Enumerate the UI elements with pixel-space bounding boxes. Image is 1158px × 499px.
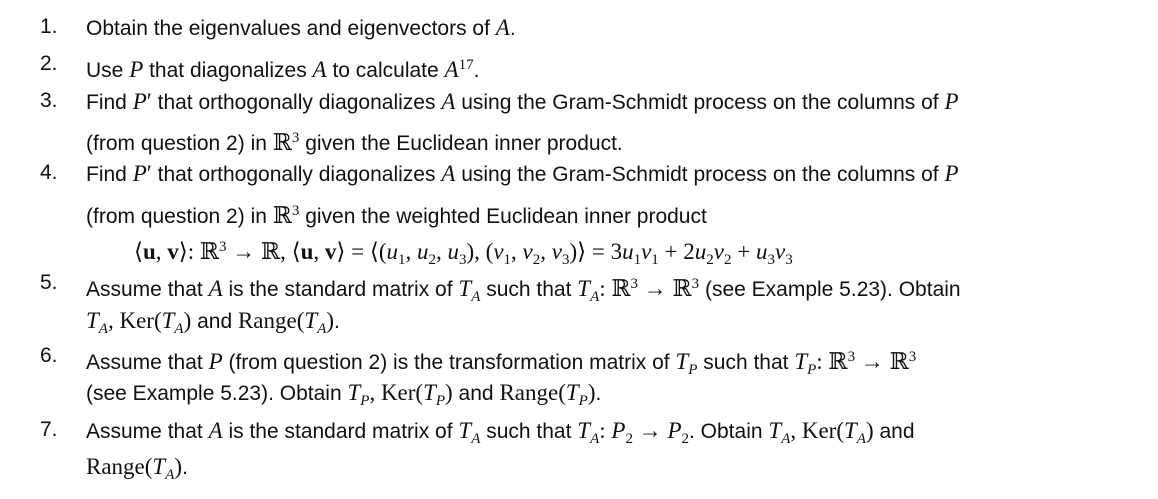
text-run: (from question 2) in <box>86 205 273 228</box>
math-run: ⟩ = ⟨( <box>336 239 387 264</box>
math-run: ) <box>183 308 192 333</box>
text-run: to calculate <box>326 59 445 82</box>
math-run: P <box>807 362 817 379</box>
item-2-number: 2. <box>40 52 58 75</box>
math-run: A <box>444 57 459 82</box>
text-run: (see Example 5.23). Obtain <box>699 278 961 301</box>
item-6-line-1 <box>86 344 916 383</box>
text-run: . Obtain <box>689 420 769 443</box>
math-run: 3 <box>219 239 227 255</box>
item-4-line-1 <box>86 161 959 188</box>
math-run: P <box>611 418 626 443</box>
text-run: . <box>182 456 188 479</box>
item-4-line-2 <box>86 198 707 230</box>
math-run: v <box>493 239 504 264</box>
math-run: 3 <box>908 349 917 365</box>
math-run: → ℝ <box>855 349 909 374</box>
math-run: ⟨ <box>134 239 143 264</box>
text-run: such that <box>697 351 795 374</box>
item-1-number: 1. <box>40 15 58 38</box>
math-run: ) <box>587 380 596 405</box>
item-7-line-1 <box>86 418 915 452</box>
math-run: A <box>441 89 456 114</box>
text-run: using the Gram-Schmidt process on the columns of <box>455 91 945 114</box>
math-run: T <box>675 349 689 374</box>
math-run: , Ker( <box>369 380 424 405</box>
math-run: v <box>167 239 179 264</box>
math-run: 17 <box>458 57 474 73</box>
item-6-line-2 <box>86 380 601 414</box>
math-run: 2 <box>706 252 714 269</box>
math-run: → ℝ, ⟨ <box>226 239 301 264</box>
math-run: ′ <box>146 89 152 114</box>
math-run: A <box>495 15 510 40</box>
math-run: 2 <box>724 252 732 269</box>
text-run: and <box>452 382 500 405</box>
math-run: P <box>360 393 370 410</box>
math-run: T <box>565 380 579 405</box>
text-run: that orthogonally diagonalizes <box>151 163 442 186</box>
math-run: A <box>208 418 223 443</box>
math-run: 3 <box>785 252 793 269</box>
math-run: 3 <box>767 252 775 269</box>
math-run: 2 <box>625 431 633 448</box>
math-run: T <box>423 380 436 405</box>
math-run: : <box>599 418 612 443</box>
text-run: (from question 2) is the transformation matrix of <box>222 351 676 374</box>
text-run: Obtain the eigenvalues and eigenvectors of <box>86 17 496 40</box>
math-run: u <box>755 239 768 264</box>
math-run: 3 <box>291 130 300 146</box>
math-run: 3 <box>630 276 638 292</box>
math-run: P <box>132 89 147 114</box>
math-run: , Ker( <box>790 418 844 443</box>
text-run: . <box>334 310 340 333</box>
text-run: (from question 2) in <box>86 132 273 155</box>
text-run: such that <box>480 278 578 301</box>
math-run: v <box>551 239 562 264</box>
math-run: : ℝ <box>599 276 631 301</box>
math-run: v <box>774 239 786 264</box>
math-run: T <box>161 308 175 333</box>
math-run: u <box>447 239 459 264</box>
math-run: T <box>458 276 472 301</box>
math-run: → ℝ <box>638 276 692 301</box>
item-5-line-1 <box>86 271 961 310</box>
item-3-number: 3. <box>40 89 58 112</box>
math-run: 2 <box>532 252 541 269</box>
math-run: 1 <box>651 252 659 269</box>
text-run: that diagonalizes <box>143 59 313 82</box>
math-run: , <box>313 239 325 264</box>
math-run: T <box>86 308 99 333</box>
math-run: 3 <box>847 349 856 365</box>
text-run: Assume that <box>86 278 209 301</box>
math-run: Range( <box>499 380 566 405</box>
text-run: given the Euclidean inner product. <box>299 132 623 155</box>
math-run: u <box>142 239 156 264</box>
math-run: A <box>441 161 456 186</box>
math-run: , <box>511 239 523 264</box>
item-7-number: 7. <box>40 418 58 441</box>
text-run: and <box>873 420 915 443</box>
math-run: )⟩ = 3 <box>569 239 623 264</box>
math-run: ), ( <box>466 239 494 264</box>
math-run: ) <box>865 418 874 443</box>
math-run: v <box>713 239 724 264</box>
math-run: u <box>386 239 398 264</box>
text-run: Find <box>86 91 133 114</box>
math-run: A <box>174 321 184 338</box>
math-run: , <box>540 239 552 264</box>
math-run: T <box>577 418 591 443</box>
item-6-number: 6. <box>40 344 58 367</box>
item-5-line-2 <box>86 308 340 342</box>
math-run: Range( <box>86 454 153 479</box>
item-1-line-1 <box>86 15 516 42</box>
math-run: , <box>405 239 417 264</box>
math-run: A <box>98 321 108 338</box>
math-run: A <box>317 321 327 338</box>
math-run: v <box>324 239 337 264</box>
math-run: v <box>641 239 652 264</box>
math-run: A <box>781 431 791 448</box>
text-run: . <box>473 59 480 82</box>
math-run: , Ker( <box>107 308 162 333</box>
math-run: T <box>304 308 318 333</box>
math-run: P <box>667 418 682 443</box>
math-run: P <box>944 161 959 186</box>
math-run: T <box>768 418 782 443</box>
math-run: T <box>577 276 591 301</box>
math-run: 3 <box>458 252 467 269</box>
math-run: u <box>694 239 707 264</box>
item-5-number: 5. <box>40 271 58 294</box>
text-run: is the standard matrix of <box>222 420 459 443</box>
math-run: P <box>208 349 223 374</box>
math-run: A <box>471 289 481 306</box>
math-run: ⟩: ℝ <box>178 239 220 264</box>
text-run: (see Example 5.23). Obtain <box>86 382 348 405</box>
text-run: given the weighted Euclidean inner product <box>299 205 707 228</box>
math-run: P <box>435 393 446 410</box>
text-run: Use <box>86 59 130 82</box>
math-run: u <box>416 239 429 264</box>
text-run: Assume that <box>86 351 209 374</box>
math-run: ′ <box>146 161 152 186</box>
math-run: u <box>300 239 314 264</box>
text-run: . <box>595 382 602 405</box>
math-run: + <box>731 239 756 264</box>
math-run: A <box>165 467 175 484</box>
math-run: ) <box>326 308 335 333</box>
math-run: T <box>458 418 472 443</box>
math-run: u <box>622 239 634 264</box>
item-3-line-2 <box>86 125 623 157</box>
math-run: 1 <box>633 252 642 269</box>
math-run: A <box>312 57 327 82</box>
math-run: ) <box>174 454 183 479</box>
math-run: P <box>129 57 144 82</box>
math-run: + 2 <box>658 239 695 264</box>
math-run: T <box>844 418 857 443</box>
math-run: A <box>590 431 600 448</box>
text-run: that orthogonally diagonalizes <box>151 91 442 114</box>
math-run: , <box>435 239 448 264</box>
math-run: : ℝ <box>816 349 848 374</box>
math-run: T <box>794 349 808 374</box>
math-run: T <box>152 454 166 479</box>
math-run: v <box>522 239 533 264</box>
text-run: using the Gram-Schmidt process on the columns of <box>455 163 945 186</box>
weighted-inner-product-formula <box>134 234 793 273</box>
math-run: P <box>578 393 588 410</box>
math-run: ℝ <box>272 130 292 155</box>
math-run: 3 <box>561 252 570 269</box>
math-run: → <box>632 418 668 443</box>
math-run: T <box>347 380 361 405</box>
math-run: ) <box>445 380 453 405</box>
item-3-line-1 <box>86 89 959 116</box>
math-run: 1 <box>397 252 406 269</box>
math-run: , <box>155 239 168 264</box>
text-run: such that <box>480 420 578 443</box>
math-run: Range( <box>237 308 305 333</box>
text-run: Find <box>86 163 133 186</box>
item-2-line-1 <box>86 52 479 84</box>
item-7-line-2 <box>86 454 188 488</box>
text-run: and <box>191 310 238 333</box>
math-run: 2 <box>681 431 689 448</box>
text-run: is the standard matrix of <box>222 278 459 301</box>
math-run: P <box>688 362 698 379</box>
item-4-number: 4. <box>40 161 58 184</box>
math-run: P <box>944 89 959 114</box>
math-run: A <box>208 276 223 301</box>
math-run: 2 <box>428 252 436 269</box>
math-run: 3 <box>691 276 700 292</box>
math-run: 1 <box>503 252 512 269</box>
math-run: A <box>471 431 481 448</box>
math-run: A <box>856 431 866 448</box>
math-run: P <box>132 161 147 186</box>
math-run: A <box>590 289 600 306</box>
math-run: ℝ <box>272 203 292 228</box>
text-run: . <box>509 17 516 40</box>
text-run: Assume that <box>86 420 209 443</box>
math-run: 3 <box>291 203 300 219</box>
